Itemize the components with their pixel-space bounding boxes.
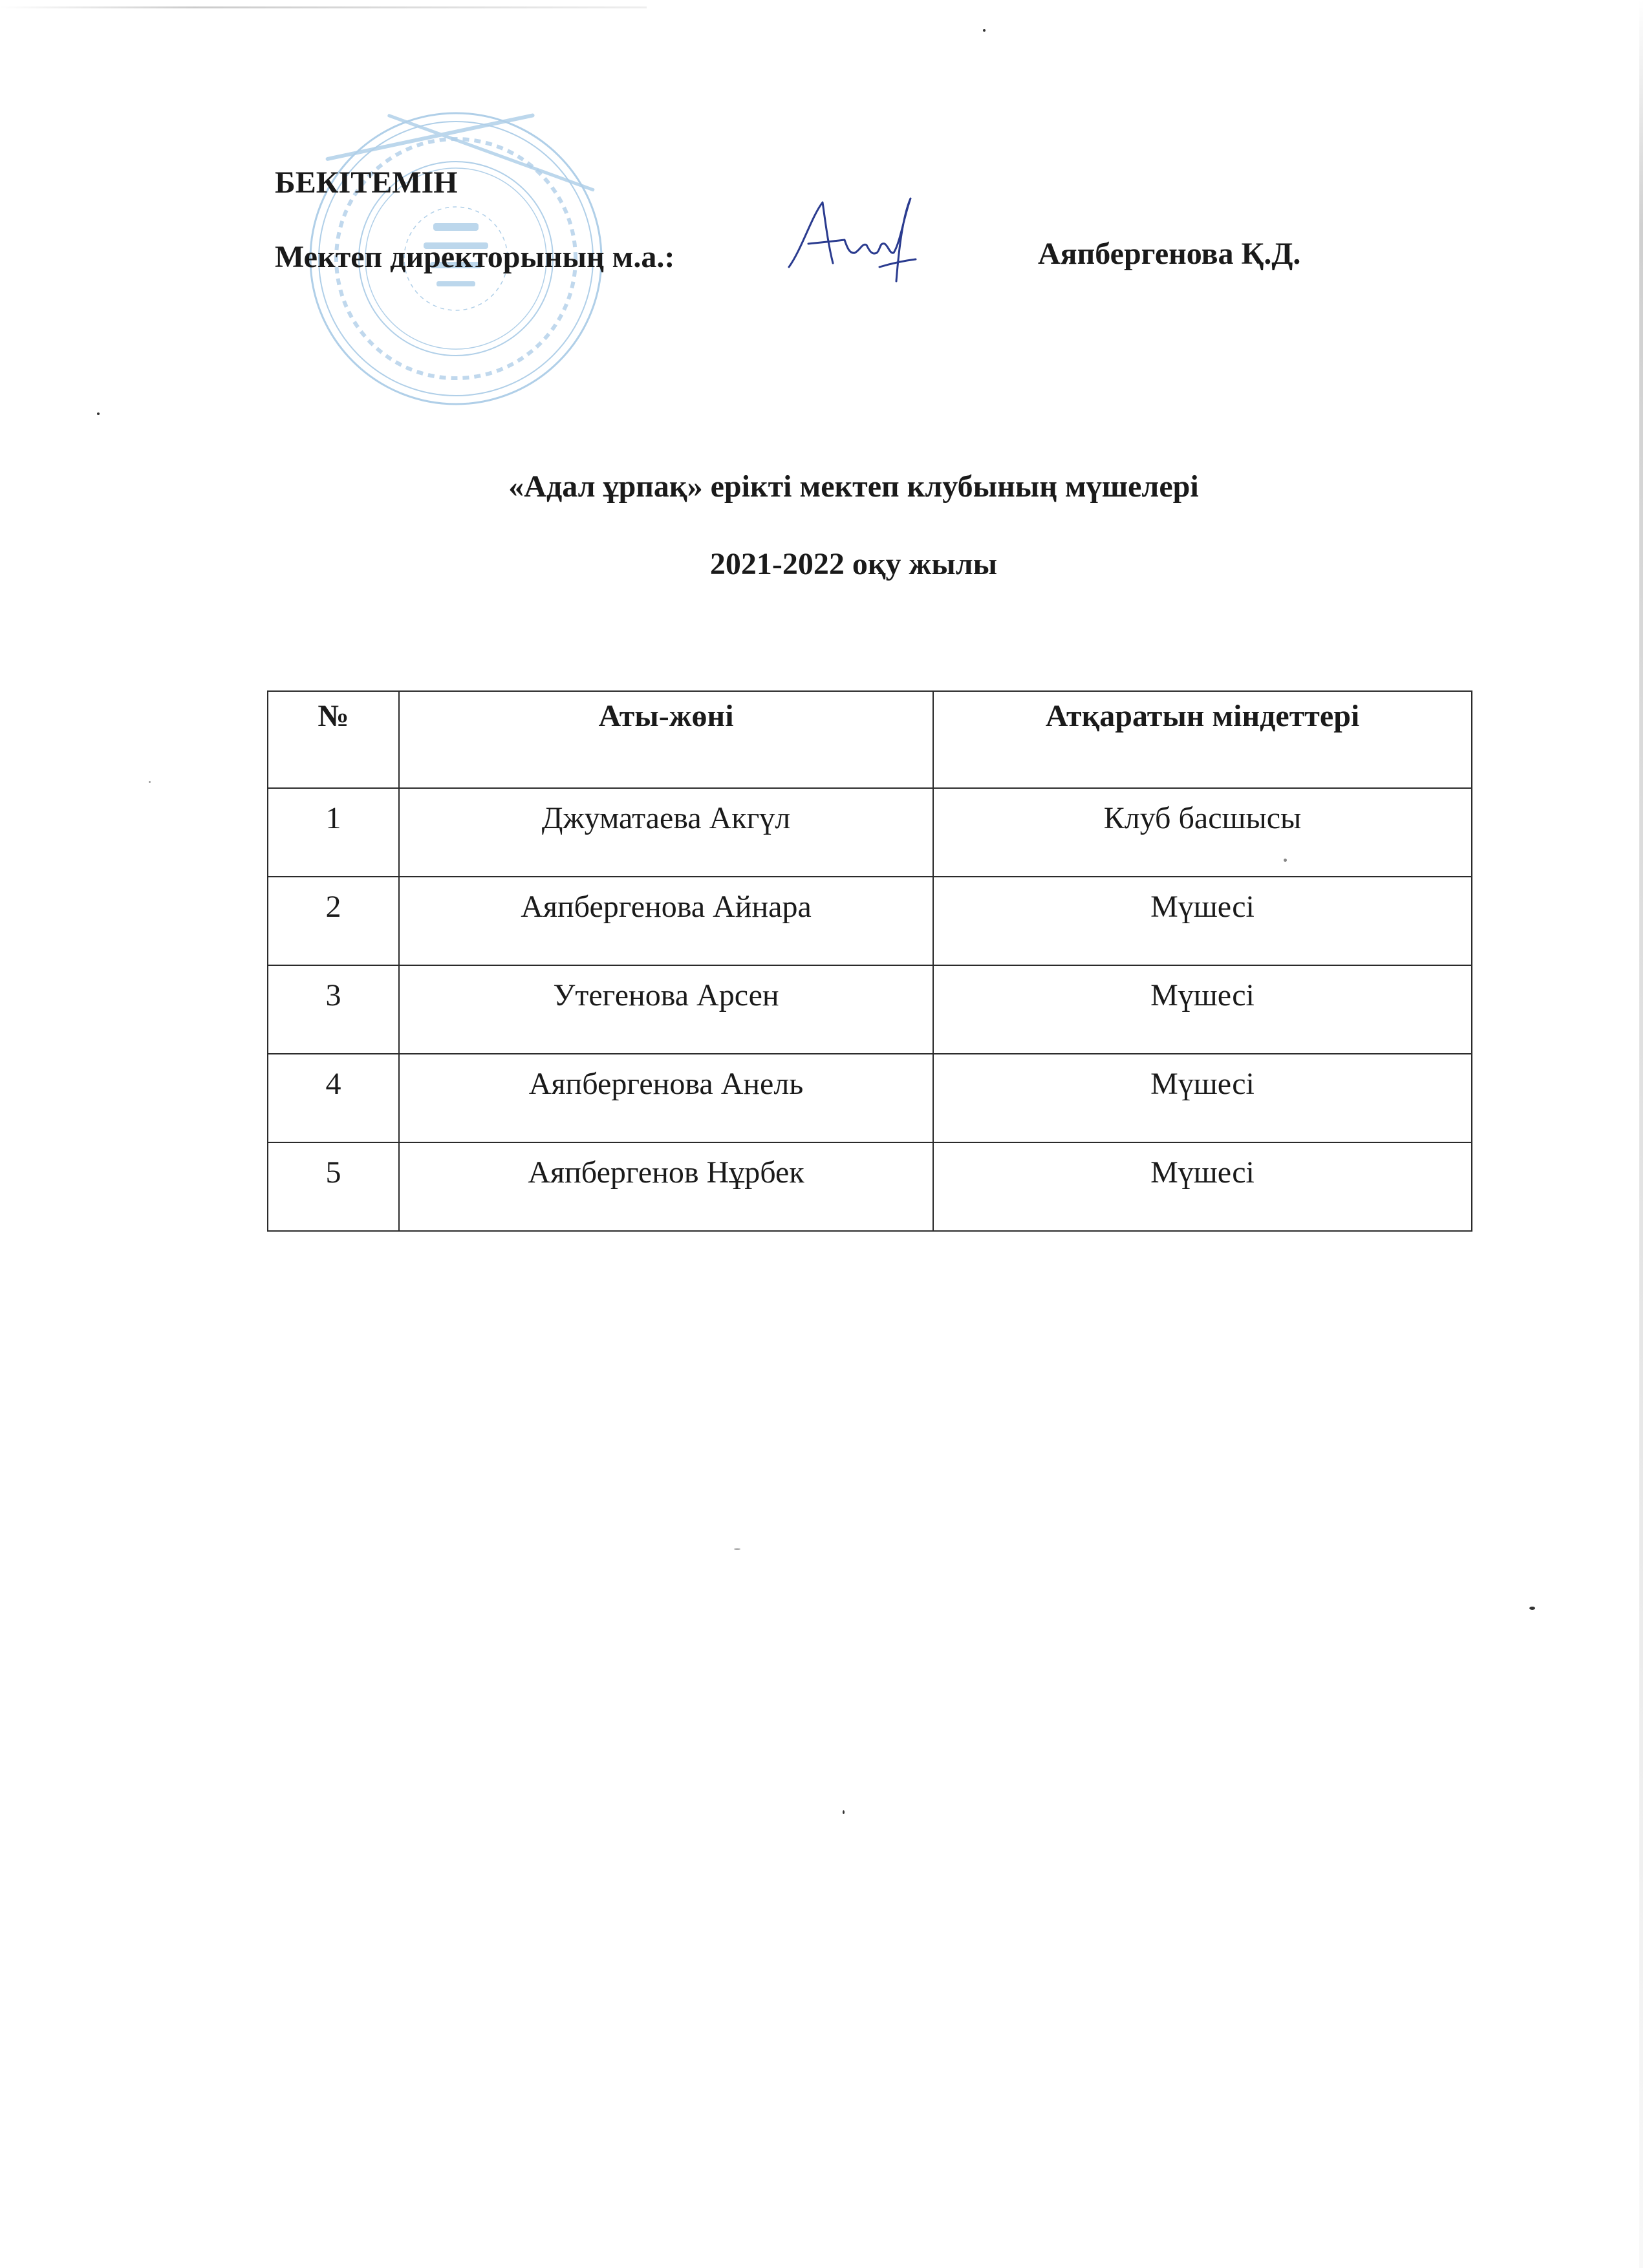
row-duty: Мүшесі (933, 1054, 1472, 1142)
row-duty: Мүшесі (933, 877, 1472, 965)
scan-edge-shadow (1639, 0, 1643, 2268)
table-row (268, 788, 1472, 877)
table-header-row (268, 691, 1472, 788)
scan-speck (734, 1548, 740, 1550)
scan-speck (983, 29, 986, 32)
row-number: 5 (268, 1142, 399, 1231)
handwritten-signature-icon (782, 191, 918, 288)
table-row (268, 965, 1472, 1054)
director-position: Мектеп директорының м.а.: (275, 240, 675, 274)
header-duty: Атқаратын міндеттері (933, 691, 1472, 788)
members-table (267, 690, 1472, 1232)
row-number: 2 (268, 877, 399, 965)
director-name: Аяпбергенова Қ.Д. (1038, 237, 1301, 271)
row-name: Аяпбергенов Нұрбек (399, 1142, 933, 1231)
row-name: Утегенова Арсен (399, 965, 933, 1054)
row-number: 1 (268, 788, 399, 877)
scan-speck (97, 412, 100, 415)
row-name: Аяпбергенова Анель (399, 1054, 933, 1142)
table-row (268, 877, 1472, 965)
academic-year: 2021-2022 оқу жылы (709, 547, 998, 581)
table-row (268, 1142, 1472, 1231)
row-name: Аяпбергенова Айнара (399, 877, 933, 965)
row-duty: Мүшесі (933, 1142, 1472, 1231)
scan-edge-line (0, 6, 647, 8)
scan-speck (1529, 1607, 1535, 1610)
document-title: «Адал ұрпақ» ерікті мектеп клубының мүшелері (508, 469, 1199, 504)
row-name: Джуматаева Акгүл (399, 788, 933, 877)
scan-speck (149, 781, 151, 783)
row-number: 3 (268, 965, 399, 1054)
approval-title: БЕКІТЕМІН (275, 166, 458, 200)
scan-speck (843, 1810, 845, 1814)
row-duty: Мүшесі (933, 965, 1472, 1054)
row-number: 4 (268, 1054, 399, 1142)
header-name: Аты-жөні (399, 691, 933, 788)
table-row (268, 1054, 1472, 1142)
row-duty: Клуб басшысы (933, 788, 1472, 877)
header-number: № (268, 691, 399, 788)
